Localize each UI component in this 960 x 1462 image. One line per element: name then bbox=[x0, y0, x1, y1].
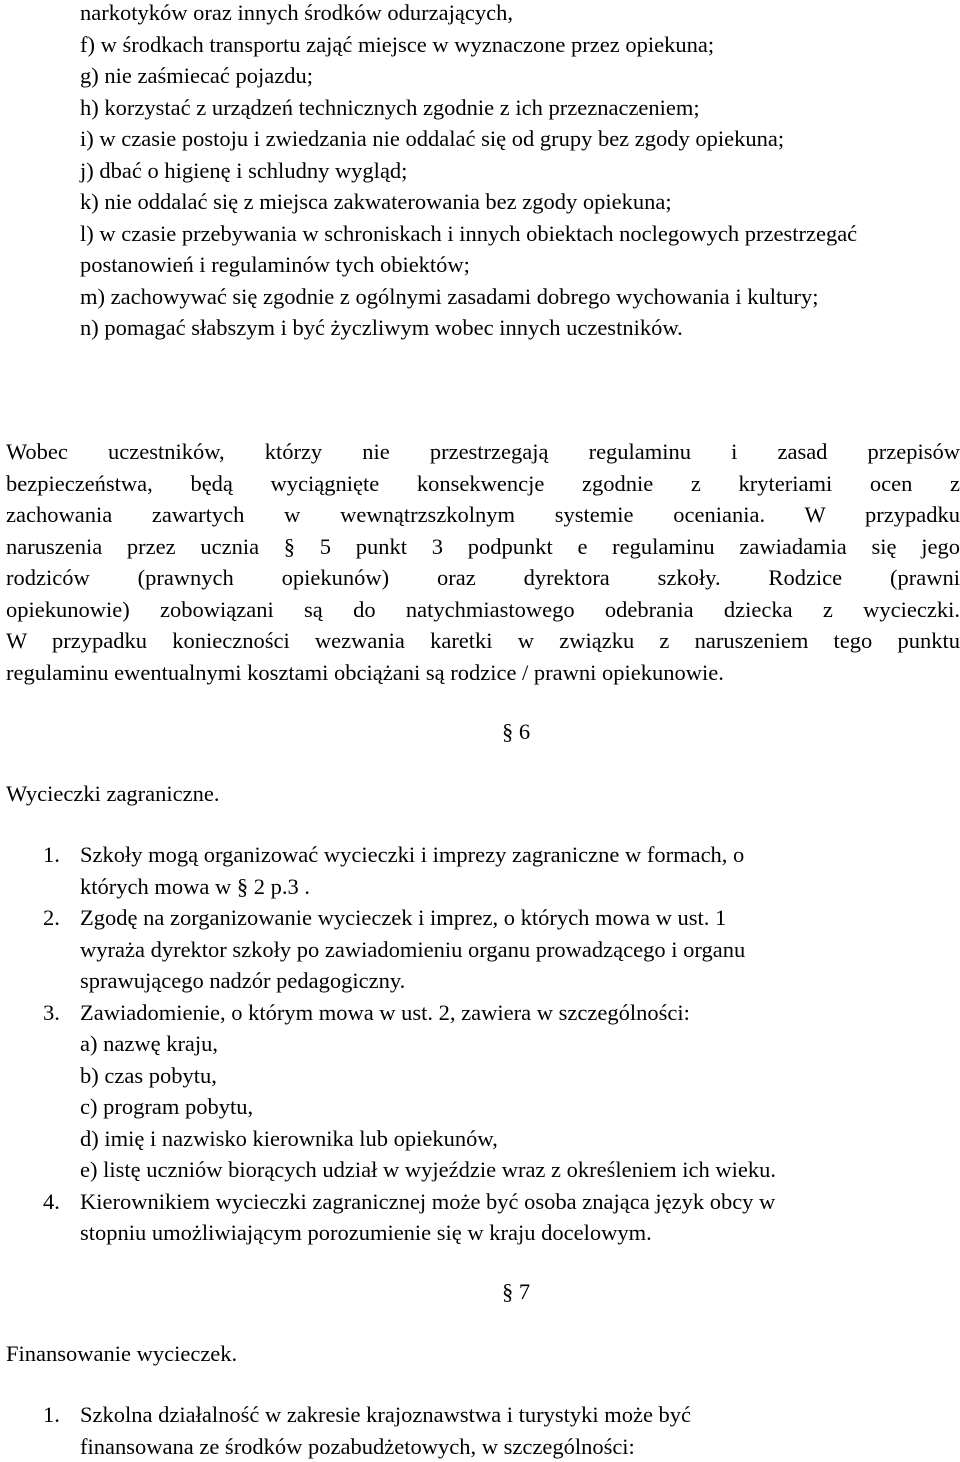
paragraph-line: naruszenia przez ucznia § 5 punkt 3 podpunkt e regulaminu zawiadamia się jego bbox=[6, 533, 960, 559]
item-line: finansowana ze środków pozabudżetowych, w szczególności: bbox=[80, 1433, 635, 1459]
list-item: k) nie oddalać się z miejsca zakwaterowania bez zgody opiekuna; bbox=[80, 189, 672, 214]
item-line: sprawującego nadzór pedagogiczny. bbox=[80, 968, 406, 993]
item-line: d) imię i nazwisko kierownika lub opiekunów, bbox=[80, 1125, 498, 1151]
numbered-list bbox=[0, 1399, 940, 1462]
item-number: 4. bbox=[43, 1188, 60, 1214]
list-item: m) zachowywać się zgodnie z ogólnymi zasadami dobrego wychowania i kultury; bbox=[80, 283, 819, 309]
list-item: narkotyków oraz innych środków odurzających, bbox=[80, 0, 513, 25]
list-item bbox=[0, 1186, 940, 1249]
list-item: n) pomagać słabszym i być życzliwym wobec innych uczestników. bbox=[80, 315, 683, 340]
list-item: j) dbać o higienę i schludny wygląd; bbox=[80, 157, 408, 183]
rules-list bbox=[80, 0, 910, 344]
item-line: wyraża dyrektor szkoły po zawiadomieniu organu prowadzącego i organu bbox=[80, 936, 746, 962]
item-line: c) program pobytu, bbox=[80, 1094, 254, 1119]
item-line: Szkolna działalność w zakresie krajoznawstwa i turystyki może być bbox=[80, 1402, 692, 1427]
paragraph-line: regulaminu ewentualnymi kosztami obciążani są rodzice / prawni opiekunowie. bbox=[6, 659, 724, 685]
item-line: Zgodę na zorganizowanie wycieczek i imprez, o których mowa w ust. 1 bbox=[80, 905, 727, 930]
section-mark-7: § 7 bbox=[502, 1279, 531, 1304]
list-item: l) w czasie przebywania w schroniskach i innych obiektach noclegowych przestrzegać postanowień i regulaminów tych obiektów; bbox=[80, 220, 858, 277]
paragraph-line: bezpieczeństwa, będą wyciągnięte konsekwencje zgodnie z kryteriami ocen z bbox=[6, 470, 960, 496]
list-item: g) nie zaśmiecać pojazdu; bbox=[80, 63, 314, 88]
list-item: h) korzystać z urządzeń technicznych zgodnie z ich przeznaczeniem; bbox=[80, 94, 700, 120]
consequences-paragraph bbox=[6, 436, 960, 688]
paragraph-line: opiekunowie) zobowiązani są do natychmiastowego odebrania dziecka z wycieczki. bbox=[6, 596, 960, 622]
item-number: 1. bbox=[43, 1402, 60, 1427]
numbered-list bbox=[0, 839, 940, 1249]
item-line: a) nazwę kraju, bbox=[80, 1031, 219, 1056]
list-item bbox=[0, 902, 940, 997]
section-title: Wycieczki zagraniczne. bbox=[6, 781, 220, 806]
section-title: Finansowanie wycieczek. bbox=[6, 1341, 238, 1366]
paragraph-line: rodziców (prawnych opiekunów) oraz dyrektora szkoły. Rodzice (prawni bbox=[6, 565, 960, 590]
paragraph-line: W przypadku konieczności wezwania karetki w związku z naruszeniem tego punktu bbox=[6, 628, 960, 653]
item-line: e) listę uczniów biorących udział w wyjeździe wraz z określeniem ich wieku. bbox=[80, 1157, 776, 1182]
item-number: 2. bbox=[43, 905, 60, 930]
list-item bbox=[0, 997, 940, 1186]
section-mark-6: § 6 bbox=[502, 719, 531, 744]
item-number: 1. bbox=[43, 842, 60, 867]
list-item: i) w czasie postoju i zwiedzania nie oddalać się od grupy bez zgody opiekuna; bbox=[80, 126, 785, 151]
list-item: f) w środkach transportu zająć miejsce w wyznaczone przez opiekuna; bbox=[80, 31, 715, 57]
item-line: stopniu umożliwiającym porozumienie się w kraju docelowym. bbox=[80, 1220, 652, 1245]
item-number: 3. bbox=[43, 999, 60, 1025]
item-line: Szkoły mogą organizować wycieczki i imprezy zagraniczne w formach, o bbox=[80, 842, 745, 867]
item-line: których mowa w § 2 p.3 . bbox=[80, 873, 310, 899]
paragraph-line: Wobec uczestników, którzy nie przestrzegają regulaminu i zasad przepisów bbox=[6, 439, 960, 464]
item-line: Kierownikiem wycieczki zagranicznej może być osoba znająca język obcy w bbox=[80, 1188, 776, 1214]
list-item bbox=[0, 839, 940, 902]
paragraph-line: zachowania zawartych w wewnątrzszkolnym systemie oceniania. W przypadku bbox=[6, 502, 960, 527]
item-line: b) czas pobytu, bbox=[80, 1062, 217, 1088]
item-line: Zawiadomienie, o którym mowa w ust. 2, zawiera w szczególności: bbox=[80, 999, 690, 1025]
list-item bbox=[0, 1399, 940, 1462]
